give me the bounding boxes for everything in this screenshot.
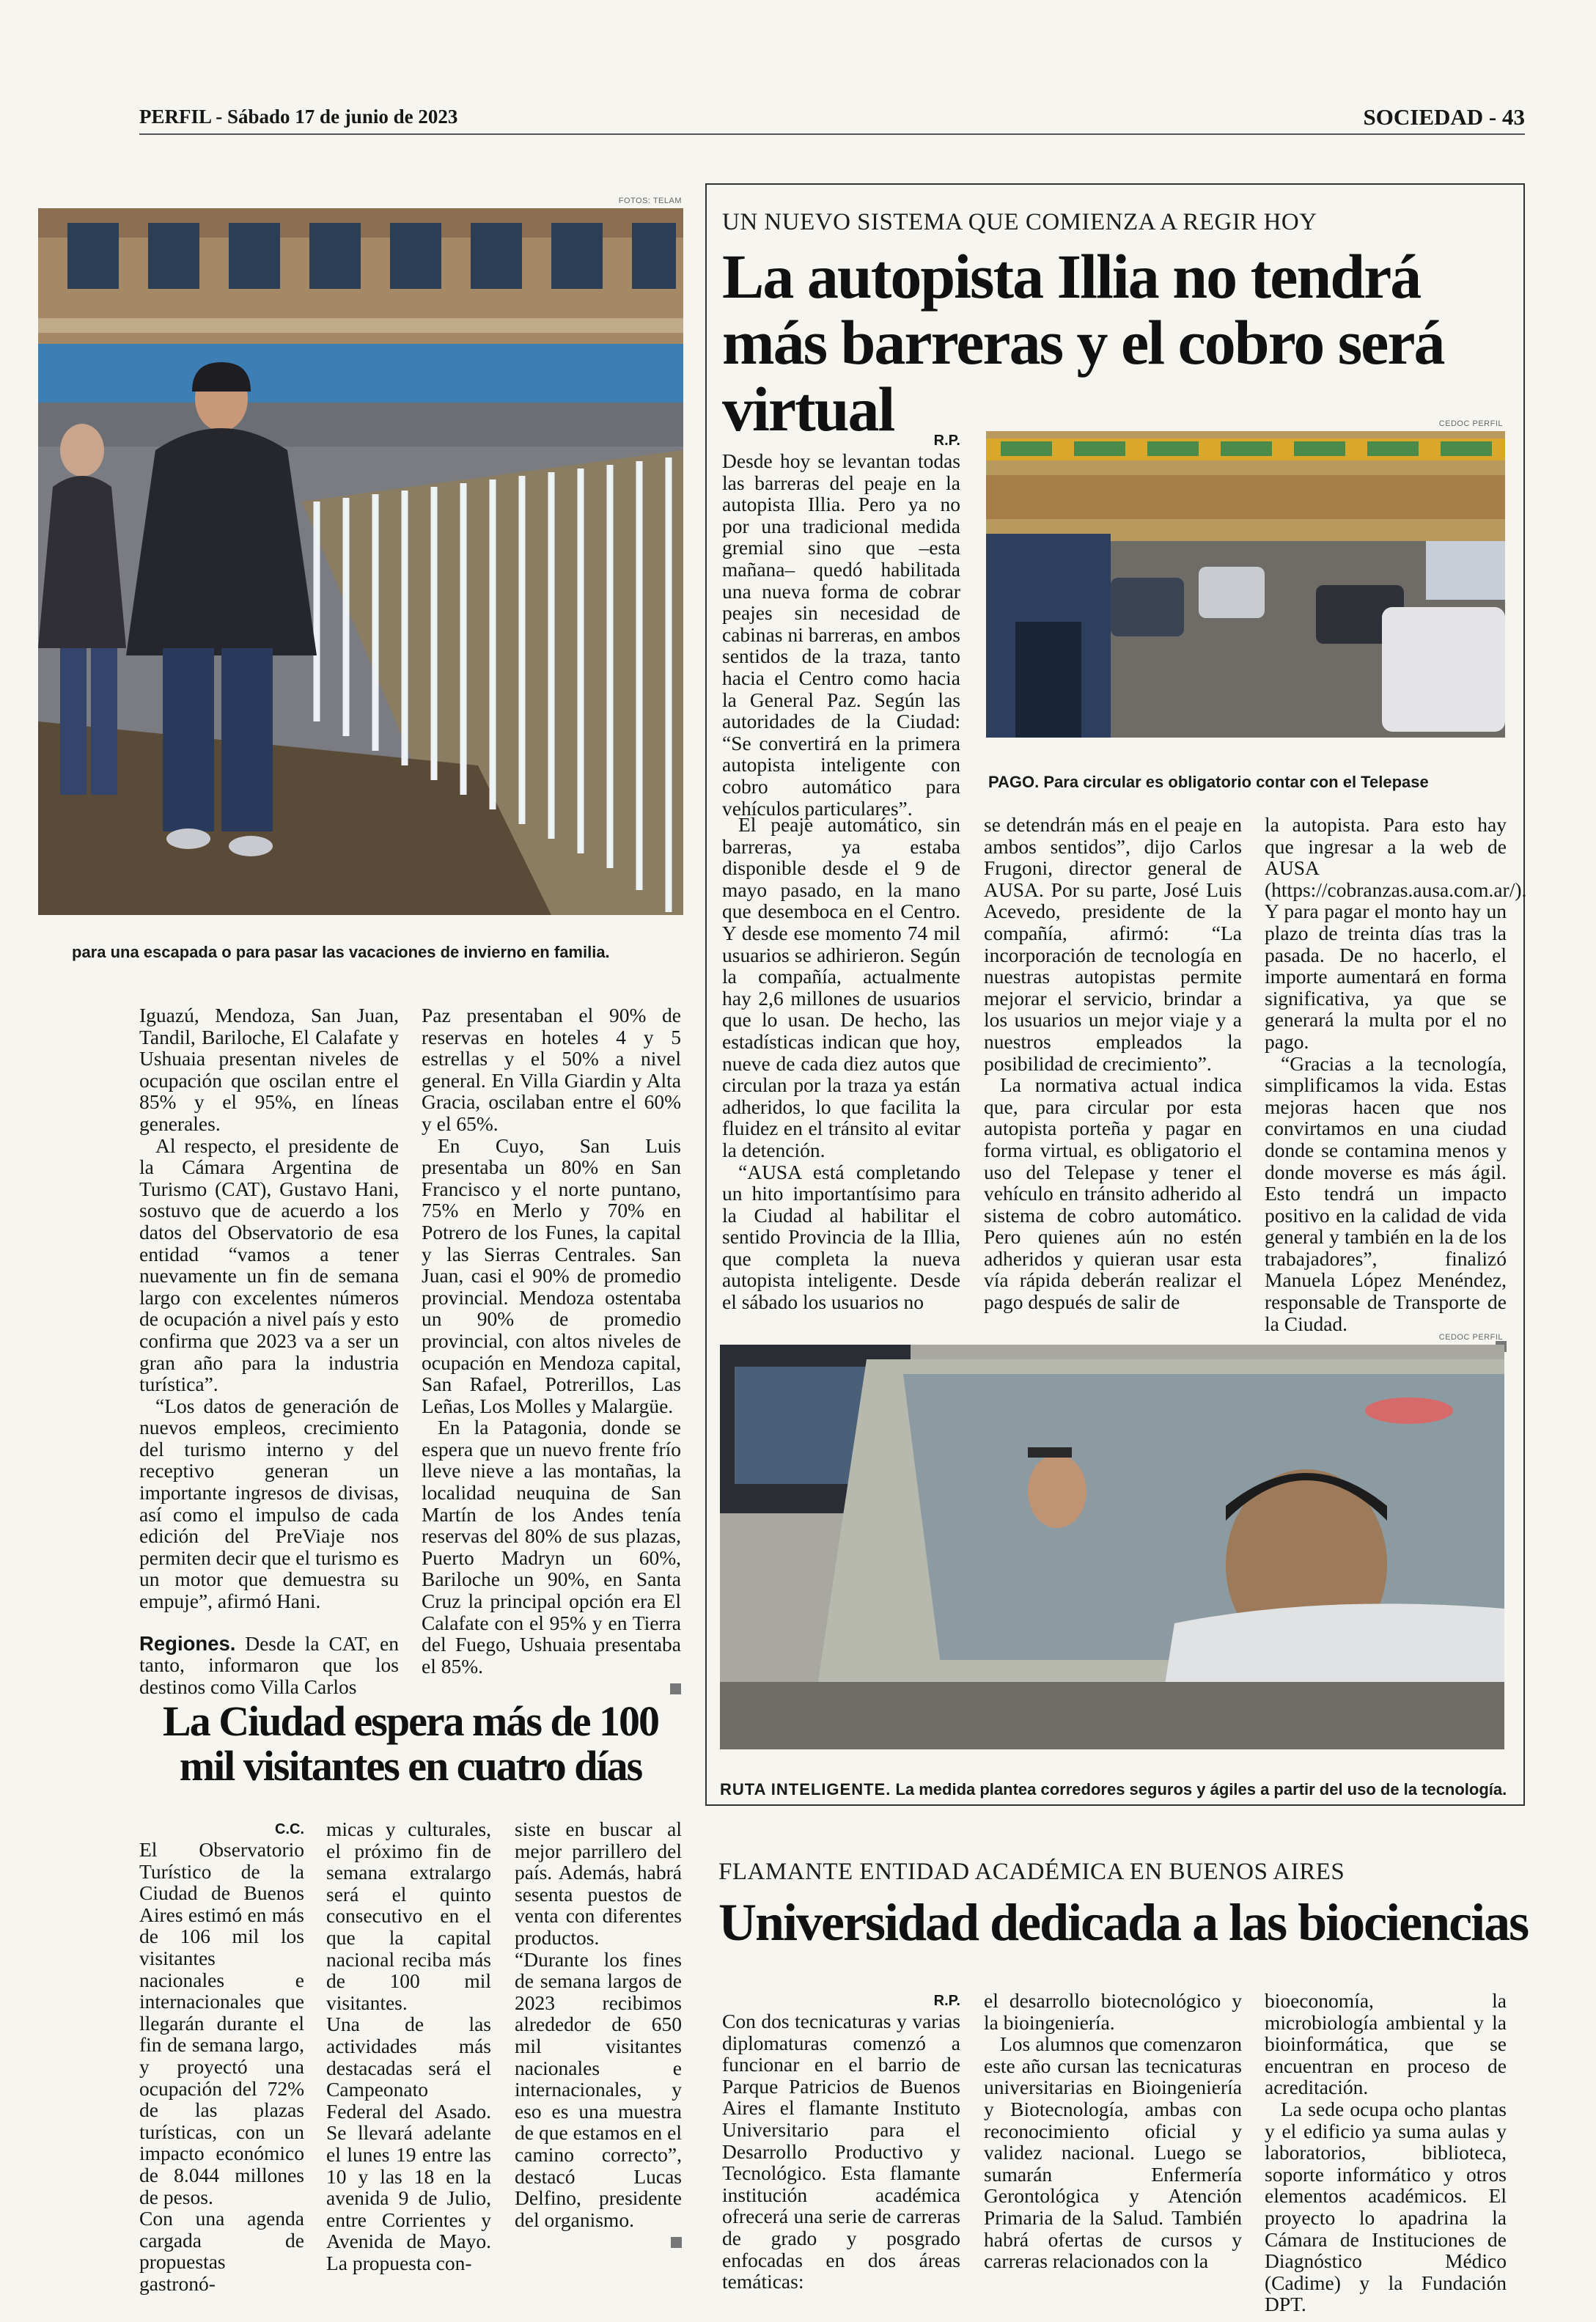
photo-left	[38, 208, 683, 915]
ciudad-paragraph: “Durante los fines de semana largos de 2023 recibimos alrededor de 650 mil visitantes nacionales e internacionales, y eso es una muestra de que estamos en el camino correcto”, destacó Lucas Delfino, presidente del organismo.	[515, 1947, 682, 2231]
photo-tourists-walking	[38, 208, 683, 915]
autopista-col-1	[722, 814, 960, 1313]
header-right: SOCIEDAD - 43	[1363, 104, 1525, 130]
ciudad-paragraph: siste en buscar al mejor parrillero del país. Además, habrá sesenta puestos de venta con diferentes productos.	[515, 1818, 682, 1949]
caption-label: PAGO.	[988, 773, 1040, 791]
autopista-photo1-caption	[988, 773, 1429, 792]
autopista-paragraph: El peaje automático, sin barreras, ya estaba disponible desde el 9 de mayo pasado, en la mano que desemboca en el Centro. Y desde ese momento 74 mil usuarios se adhirieron. Según la compañía, actualmente hay 2,6 millones de usuarios que lo usan. De hecho, las estadísticas indican que hoy, nueve de cada diez autos que circulan por la traza ya están adheridos, lo que facilita la fluidez en el tránsito al evitar la detención.	[722, 813, 960, 1161]
tourism-subhead-paragraph	[139, 1633, 399, 1698]
ciudad-col-1	[139, 1839, 304, 2294]
caption-text: La medida plantea corredores seguros y ágiles a partir del uso de la tecnología.	[891, 1780, 1507, 1799]
ciudad-headline: La Ciudad espera más de 100 mil visitantes en cuatro días	[163, 1697, 658, 1790]
tourism-col-2	[422, 1004, 681, 1699]
photo-left-credit: FOTOS: TELAM	[618, 196, 682, 205]
page-header	[139, 103, 1525, 133]
photo-toll-plaza	[986, 431, 1505, 738]
universidad-col-1	[722, 2010, 960, 2293]
universidad-kicker: FLAMANTE ENTIDAD ACADÉMICA EN BUENOS AIRES	[718, 1859, 1345, 1885]
ciudad-byline: C.C.	[275, 1821, 304, 1837]
tourism-paragraph: Al respecto, el presidente de la Cámara Argentina de Turismo (CAT), Gustavo Hani, sostuvo que de acuerdo a los datos del Observatorio de esa entidad “vamos a tener nuevamente un fin de semana largo con excelentes números de ocupación a nivel país y esto confirma que 2023 va a ser un gran año para la industria turística”.	[139, 1134, 399, 1396]
autopista-paragraph: “Gracias a la tecnología, simplificamos la vida. Estas mejoras hacen que nos convirtamos en una ciudad donde se contamina menos y donde moverse es más ágil. Esto tendrá un impacto positivo en la calidad de vida general y también en la de los trabajadores”, finalizó Manuela López Menéndez, responsable de Transporte de la Ciudad.	[1265, 1051, 1507, 1335]
autopista-paragraph: Desde hoy se levantan todas las barreras del peaje en la autopista Illia. Pero ya no por una tradicional medida gremial sino que –esta mañana– quedó habilitada una nueva forma de cobrar peajes sin necesidad de cabinas ni barreras, en ambos sentidos de la traza, tanto hacia el Centro como hacia la General Paz. Según las autoridades de la Ciudad: “Se convertirá en la primera autopista inteligente con cobro automático para vehículos particulares”.	[722, 449, 960, 820]
tourism-subhead: Regiones.	[139, 1631, 236, 1655]
autopista-paragraph: “AUSA está completando un hito importantísimo para la Ciudad al habilitar el sentido Provincia de la Illia, que completa la nueva autopista inteligente. Desde el sábado los usuarios no	[722, 1160, 960, 1314]
tourism-paragraph: “Los datos de generación de nuevos empleos, crecimiento del turismo interno y del receptivo generan un importante ingresos de divisas, así como el impulso de cada edición del PreViaje nos permiten decir que el turismo es un motor que demuestra su empuje”, afirmó Hani.	[139, 1394, 399, 1613]
end-mark	[670, 1683, 681, 1694]
autopista-photo2-credit: CEDOC PERFIL	[1438, 1333, 1503, 1342]
tourism-col-1	[139, 1004, 399, 1697]
autopista-kicker: UN NUEVO SISTEMA QUE COMIENZA A REGIR HOY	[722, 209, 1317, 235]
ciudad-col-2	[326, 1818, 491, 2274]
header-left: PERFIL - Sábado 17 de junio de 2023	[139, 106, 458, 128]
autopista-photo-2	[720, 1345, 1504, 1749]
tourism-paragraph: En Cuyo, San Luis presentaba un 80% en San Francisco y el norte puntano, 75% en Merlo y 70% en Potrero de los Funes, la capital y las Sierras Centrales. San Juan, casi el 90% de promedio provincial. Mendoza ostentaba un 90% de promedio provincial, con altos niveles de ocupación en Mendoza capital, San Rafael, Potrerillos, Las Leñas, Los Molles y Malargüe.	[422, 1134, 681, 1417]
universidad-paragraph: Con dos tecnicaturas y varias diplomaturas comenzó a funcionar en el barrio de Parque Patricios de Buenos Aires el flamante Instituto Universitario para el Desarrollo Productivo y Tecnológico. Esta flamante institución académica ofrecerá una serie de carreras de grado y posgrado enfocadas en dos áreas temáticas:	[722, 2010, 960, 2293]
universidad-paragraph: La sede ocupa ocho plantas y el edificio ya suma aulas y laboratorios, biblioteca, soporte informático y otros elementos académicos. El proyecto lo apadrina la Cámara de Instituciones de Diagnóstico Médico (Cadime) y la Fundación DPT.	[1265, 2097, 1507, 2316]
ciudad-paragraph: micas y culturales, el próximo fin de semana extralargo será el quinto consecutivo en el que la capital nacional reciba más de 100 mil visitantes.	[326, 1818, 491, 2014]
autopista-paragraph: La normativa actual indica que, para circular por esta autopista porteña y pagar en forma virtual, es obligatorio el uso del Telepase y tener el vehículo en tránsito adherido al sistema de cobro automático. Pero quienes aún no estén adheridos y quieran usar esta vía rápida deberán realizar el pago después de salir de	[984, 1073, 1242, 1314]
autopista-headline: La autopista Illia no tendrá más barreras y el cobro será virtual	[722, 241, 1444, 444]
autopista-byline: R.P.	[933, 433, 960, 449]
ciudad-paragraph: El Observatorio Turístico de la Ciudad de Buenos Aires estimó en más de 106 mil los visitantes nacionales e internacionales que llegarán durante el fin de semana largo, y proyectó una ocupación del 72% de las plazas turísticas, con un impacto económico de 8.044 millones de pesos.	[139, 1838, 304, 2208]
ciudad-paragraph: Con una agenda cargada de propuestas gastronó-	[139, 2207, 304, 2295]
tourism-paragraph: Iguazú, Mendoza, San Juan, Tandil, Bariloche, El Calafate y Ushuaia presentan niveles de ocupación que oscilan entre el 85% y el 95%, en líneas generales.	[139, 1004, 399, 1135]
universidad-paragraph: Los alumnos que comenzaron este año cursan las tecnicaturas universitarias en Bioingeniería y Biotecnología, ambas con reconocimiento oficial y validez nacional. Luego se sumarán Enfermería Gerontológica y Atención Primaria de la Salud. También habrá ofertas de cursos y carreras relacionados con la	[984, 2032, 1242, 2273]
photo-left-caption: para una escapada o para pasar las vacaciones de invierno en familia.	[72, 943, 610, 961]
autopista-col-3	[1265, 813, 1527, 1356]
ciudad-col-3	[515, 1818, 682, 2252]
photo-driver-in-car	[720, 1345, 1504, 1749]
universidad-col-2	[984, 1990, 1242, 2272]
tourism-subtext: Desde la CAT, en tanto, informaron que los destinos como Villa Carlos	[139, 1631, 399, 1698]
caption-label: RUTA INTELIGENTE.	[720, 1780, 891, 1799]
autopista-photo-1	[986, 431, 1505, 738]
universidad-col-3	[1265, 1990, 1507, 2322]
autopista-col-1-top	[722, 450, 960, 819]
autopista-photo2-caption	[720, 1780, 1507, 1799]
universidad-headline: Universidad dedicada a las biociencias	[718, 1893, 1529, 1952]
end-mark	[671, 2237, 682, 2248]
autopista-paragraph: la autopista. Para esto hay que ingresar a la web de AUSA (https://cobranzas.ausa.com.ar/). Y para pagar el monto hay un plazo de treinta días tras la pasada. De no hacerlo, el importe aumentará en forma significativa, ya que se generará la multa por el no pago.	[1265, 813, 1527, 1053]
universidad-byline: R.P.	[933, 1993, 960, 2009]
universidad-paragraph: bioeconomía, la microbiología ambiental y la bioinformática, que se encuentran en proceso de acreditación.	[1265, 1989, 1507, 2099]
tourism-paragraph: En la Patagonia, donde se espera que un nuevo frente frío lleve nieve a las montañas, la localidad neuquina de San Martín de los Andes tenía reservas del 80% de sus plazas, Puerto Madryn un 60%, Bariloche un 90%, en Santa Cruz la principal opción era El Calafate con el 95% y en Tierra del Fuego, Ushuaia presentaba el 85%.	[422, 1416, 681, 1678]
caption-text: Para circular es obligatorio contar con el Telepase	[1039, 773, 1429, 791]
ciudad-paragraph: Una de las actividades más destacadas será el Campeonato Federal del Asado. Se llevará adelante el lunes 19 entre las 10 y las 18 en la avenida 9 de Julio, entre Corrientes y Avenida de Mayo. La propuesta con-	[326, 2013, 491, 2274]
autopista-photo1-credit: CEDOC PERFIL	[1438, 419, 1503, 428]
autopista-paragraph: se detendrán más en el peaje en ambos sentidos”, dijo Carlos Frugoni, director general de AUSA. Por su parte, José Luis Acevedo, presidente de la compañía, afirmó: “La incorporación de tecnología en nuestras autopistas permite mejorar el servicio, brindar a los usuarios un mejor viaje y a nuestros empleados la posibilidad de crecimiento”.	[984, 813, 1242, 1075]
universidad-paragraph: el desarrollo biotecnológico y la bioingeniería.	[984, 1989, 1242, 2034]
tourism-paragraph: Paz presentaban el 90% de reservas en hoteles 4 y 5 estrellas y el 50% a nivel general. En Villa Giardin y Alta Gracia, oscilaban entre el 60% y el 65%.	[422, 1004, 681, 1135]
autopista-col-2-body	[984, 814, 1242, 1313]
header-rule	[139, 133, 1525, 135]
